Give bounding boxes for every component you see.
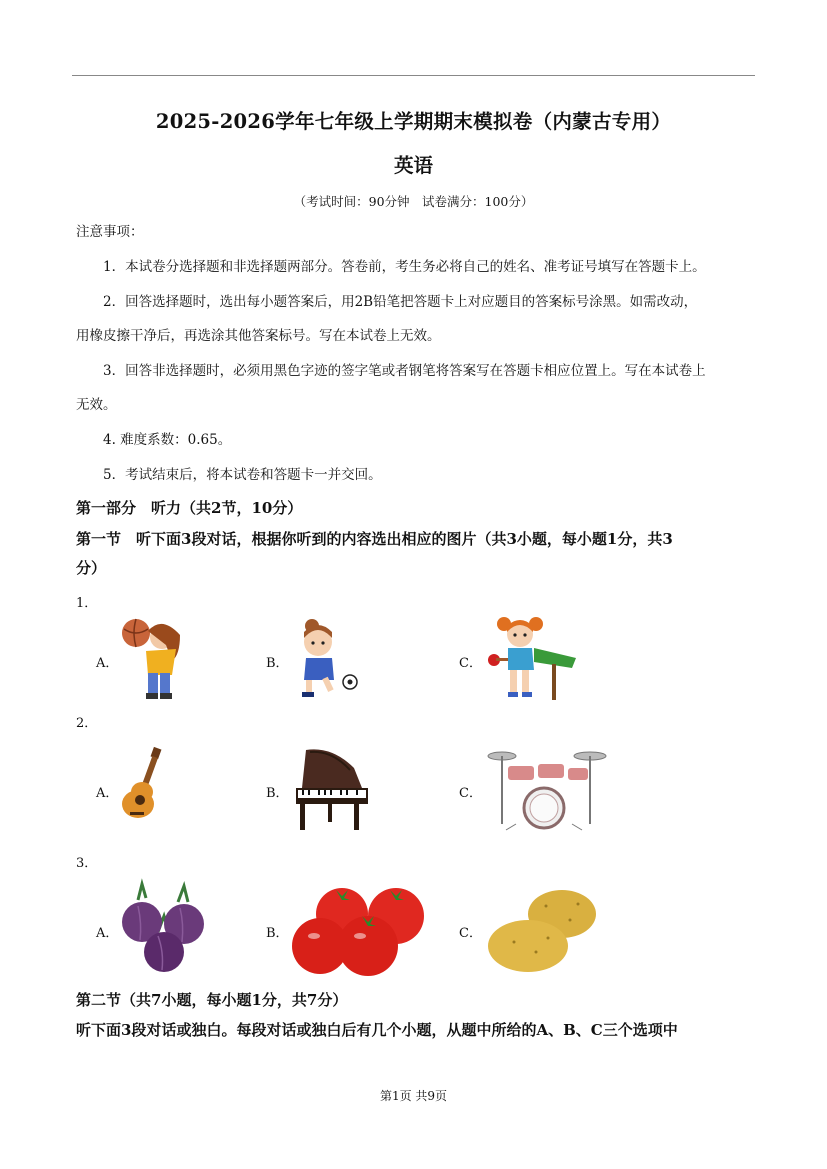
- question-number: 2．: [76, 716, 98, 731]
- basketball-player-icon: [118, 615, 190, 701]
- section1-heading-cont: 分）: [76, 559, 107, 577]
- note-item: 4. 难度系数：0.65。: [103, 432, 232, 448]
- note-item: 用橡皮擦干净后，再选涂其他答案标号。写在本试卷上无效。: [76, 328, 441, 344]
- exam-info: （考试时间：90分钟 试卷满分：100分）: [293, 194, 534, 209]
- note-item: 无效。: [76, 397, 117, 413]
- exam-title: 2025-2026学年七年级上学期期末模拟卷（内蒙古专用）: [155, 110, 672, 133]
- option-label: A．: [96, 656, 119, 671]
- option-label: A．: [96, 926, 119, 941]
- note-item: 2．回答选择题时，选出每小题答案后，用2B铅笔把答题卡上对应题目的答案标号涂黑。如需改动，: [103, 294, 698, 310]
- part1-heading: 第一部分 听力（共2节，10分）: [76, 499, 303, 517]
- question-number: 3．: [76, 856, 98, 871]
- option-label: C．: [459, 656, 482, 671]
- potatoes-icon: [486, 886, 600, 974]
- note-item: 5．考试结束后，将本试卷和答题卡一并交回。: [103, 467, 382, 483]
- piano-icon: [292, 746, 370, 832]
- option-label: C．: [459, 786, 482, 801]
- section1-heading: 第一节 听下面3段对话，根据你听到的内容选出相应的图片（共3小题，每小题1分，共3: [76, 530, 673, 548]
- section2-instruction: 听下面3段对话或独白。每段对话或独白后有几个小题，从题中所给的A、B、C三个选项中: [76, 1021, 678, 1039]
- notes-heading: 注意事项：: [76, 224, 144, 240]
- option-label: B．: [266, 656, 289, 671]
- page-footer: 第1页 共9页: [379, 1089, 448, 1103]
- option-label: A．: [96, 786, 119, 801]
- option-label: B．: [266, 786, 289, 801]
- option-label: C．: [459, 926, 482, 941]
- question-number: 1．: [76, 596, 98, 611]
- top-rule: [72, 75, 755, 76]
- note-item: 1．本试卷分选择题和非选择题两部分。答卷前，考生务必将自己的姓名、准考证号填写在答题卡上。: [103, 259, 706, 275]
- guitar-icon: [118, 748, 168, 832]
- option-label: B．: [266, 926, 289, 941]
- section2-heading: 第二节（共7小题，每小题1分，共7分）: [76, 991, 348, 1009]
- subject-title: 英语: [393, 154, 433, 177]
- tomatoes-icon: [292, 884, 428, 976]
- ping-pong-girl-icon: [482, 614, 578, 702]
- soccer-girl-icon: [292, 616, 360, 700]
- onions-icon: [118, 884, 210, 976]
- note-item: 3．回答非选择题时，必须用黑色字迹的签字笔或者钢笔将答案写在答题卡相应位置上。写在本试卷上: [103, 363, 706, 379]
- drum-set-icon: [486, 748, 610, 832]
